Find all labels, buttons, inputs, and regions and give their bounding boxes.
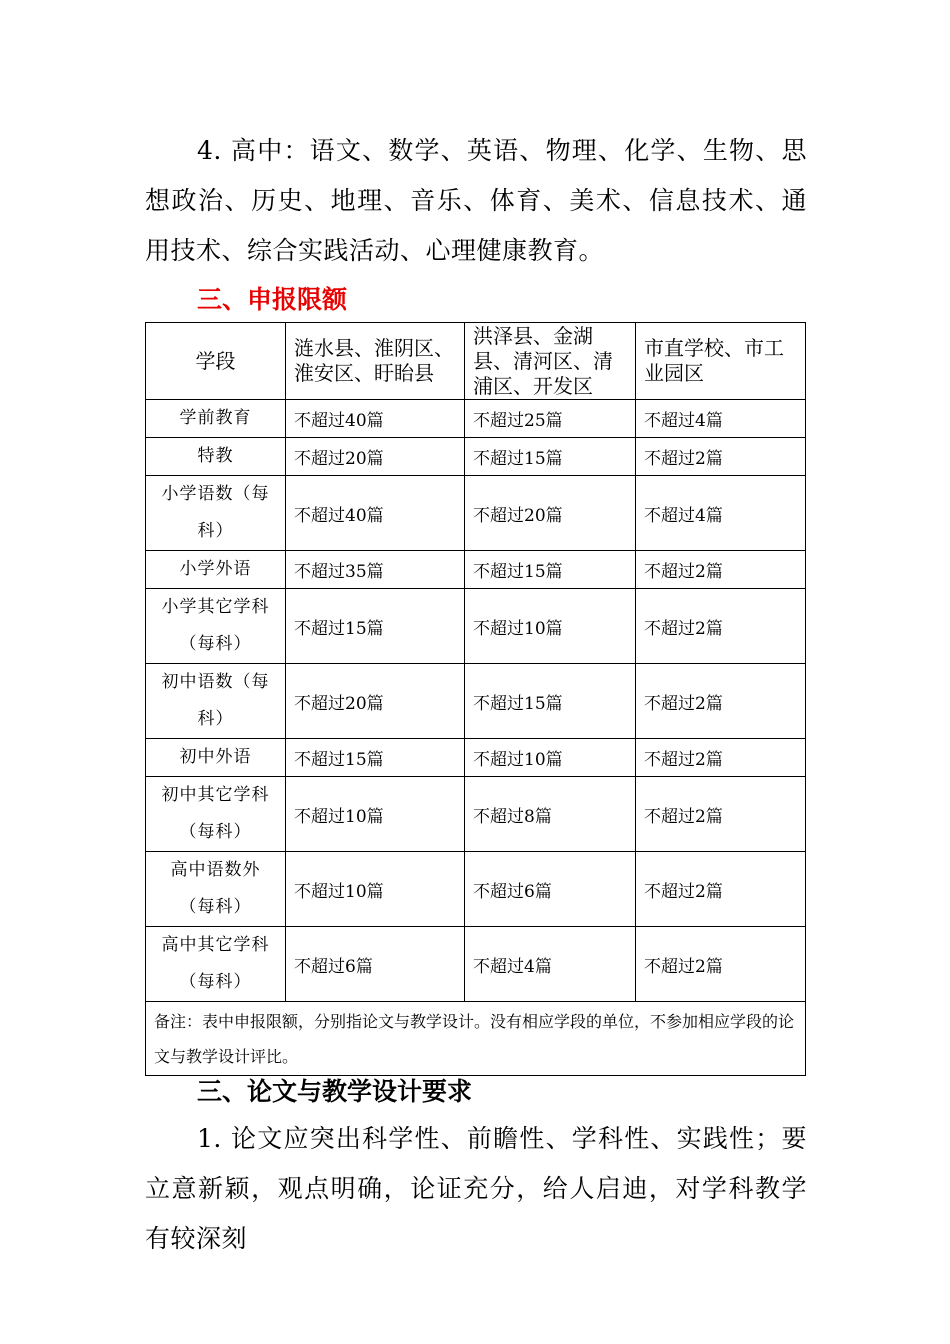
quota-cell: 不超过10篇 <box>465 739 636 777</box>
stage-cell: 小学语数（每科） <box>146 476 286 551</box>
table-row <box>146 400 806 438</box>
table-row <box>146 664 806 739</box>
requirements-section-heading: 三、论文与教学设计要求 <box>197 1077 473 1106</box>
quota-cell: 不超过10篇 <box>286 777 465 852</box>
table-row <box>146 438 806 476</box>
quota-cell: 不超过10篇 <box>465 589 636 664</box>
stage-cell: 学前教育 <box>146 400 286 438</box>
quota-cell: 不超过2篇 <box>636 551 806 589</box>
quota-cell: 不超过20篇 <box>286 438 465 476</box>
quota-cell: 不超过2篇 <box>636 589 806 664</box>
stage-cell: 高中其它学科（每科） <box>146 927 286 1002</box>
quota-cell: 不超过2篇 <box>636 927 806 1002</box>
quota-cell: 不超过6篇 <box>286 927 465 1002</box>
header-stage: 学段 <box>146 323 286 400</box>
quota-cell: 不超过8篇 <box>465 777 636 852</box>
table-row <box>146 551 806 589</box>
table-note: 备注：表中申报限额，分别指论文与教学设计。没有相应学段的单位，不参加相应学段的论文与教学设计评比。 <box>146 1002 806 1076</box>
quota-cell: 不超过35篇 <box>286 551 465 589</box>
quota-cell: 不超过25篇 <box>465 400 636 438</box>
quota-cell: 不超过15篇 <box>465 551 636 589</box>
quota-cell: 不超过4篇 <box>636 476 806 551</box>
stage-cell: 特教 <box>146 438 286 476</box>
table-row <box>146 852 806 927</box>
quota-cell: 不超过4篇 <box>636 400 806 438</box>
quota-cell: 不超过2篇 <box>636 664 806 739</box>
quota-cell: 不超过2篇 <box>636 438 806 476</box>
quota-cell: 不超过2篇 <box>636 739 806 777</box>
quota-cell: 不超过2篇 <box>636 852 806 927</box>
quota-cell: 不超过4篇 <box>465 927 636 1002</box>
table-row <box>146 739 806 777</box>
quota-table <box>145 322 806 1076</box>
table-row <box>146 476 806 551</box>
table-row <box>146 927 806 1002</box>
header-group-a: 涟水县、淮阴区、淮安区、盱眙县 <box>286 323 465 400</box>
high-school-subjects-paragraph: 4. 高中：语文、数学、英语、物理、化学、生物、思想政治、历史、地理、音乐、体育、美术、信息技术、通用技术、综合实践活动、心理健康教育。 <box>145 136 807 265</box>
quota-cell: 不超过15篇 <box>286 739 465 777</box>
table-note-row <box>146 1002 806 1076</box>
quota-cell: 不超过40篇 <box>286 400 465 438</box>
stage-cell: 小学外语 <box>146 551 286 589</box>
quota-cell: 不超过6篇 <box>465 852 636 927</box>
header-group-b: 洪泽县、金湖县、清河区、清浦区、开发区 <box>465 323 636 400</box>
stage-cell: 高中语数外（每科） <box>146 852 286 927</box>
quota-cell: 不超过15篇 <box>465 664 636 739</box>
table-header-row <box>146 323 806 400</box>
stage-cell: 初中其它学科（每科） <box>146 777 286 852</box>
header-group-c: 市直学校、市工业园区 <box>636 323 806 400</box>
stage-cell: 初中语数（每科） <box>146 664 286 739</box>
table-row <box>146 589 806 664</box>
quota-section-heading: 三、申报限额 <box>197 285 348 314</box>
stage-cell: 小学其它学科（每科） <box>146 589 286 664</box>
quota-cell: 不超过15篇 <box>465 438 636 476</box>
quota-cell: 不超过20篇 <box>286 664 465 739</box>
quota-cell: 不超过20篇 <box>465 476 636 551</box>
quota-cell: 不超过2篇 <box>636 777 806 852</box>
quota-cell: 不超过15篇 <box>286 589 465 664</box>
quota-cell: 不超过10篇 <box>286 852 465 927</box>
quota-cell: 不超过40篇 <box>286 476 465 551</box>
requirements-paragraph: 1. 论文应突出科学性、前瞻性、学科性、实践性；要立意新颖，观点明确，论证充分，给人启迪，对学科教学有较深刻 <box>145 1124 807 1253</box>
stage-cell: 初中外语 <box>146 739 286 777</box>
table-row <box>146 777 806 852</box>
